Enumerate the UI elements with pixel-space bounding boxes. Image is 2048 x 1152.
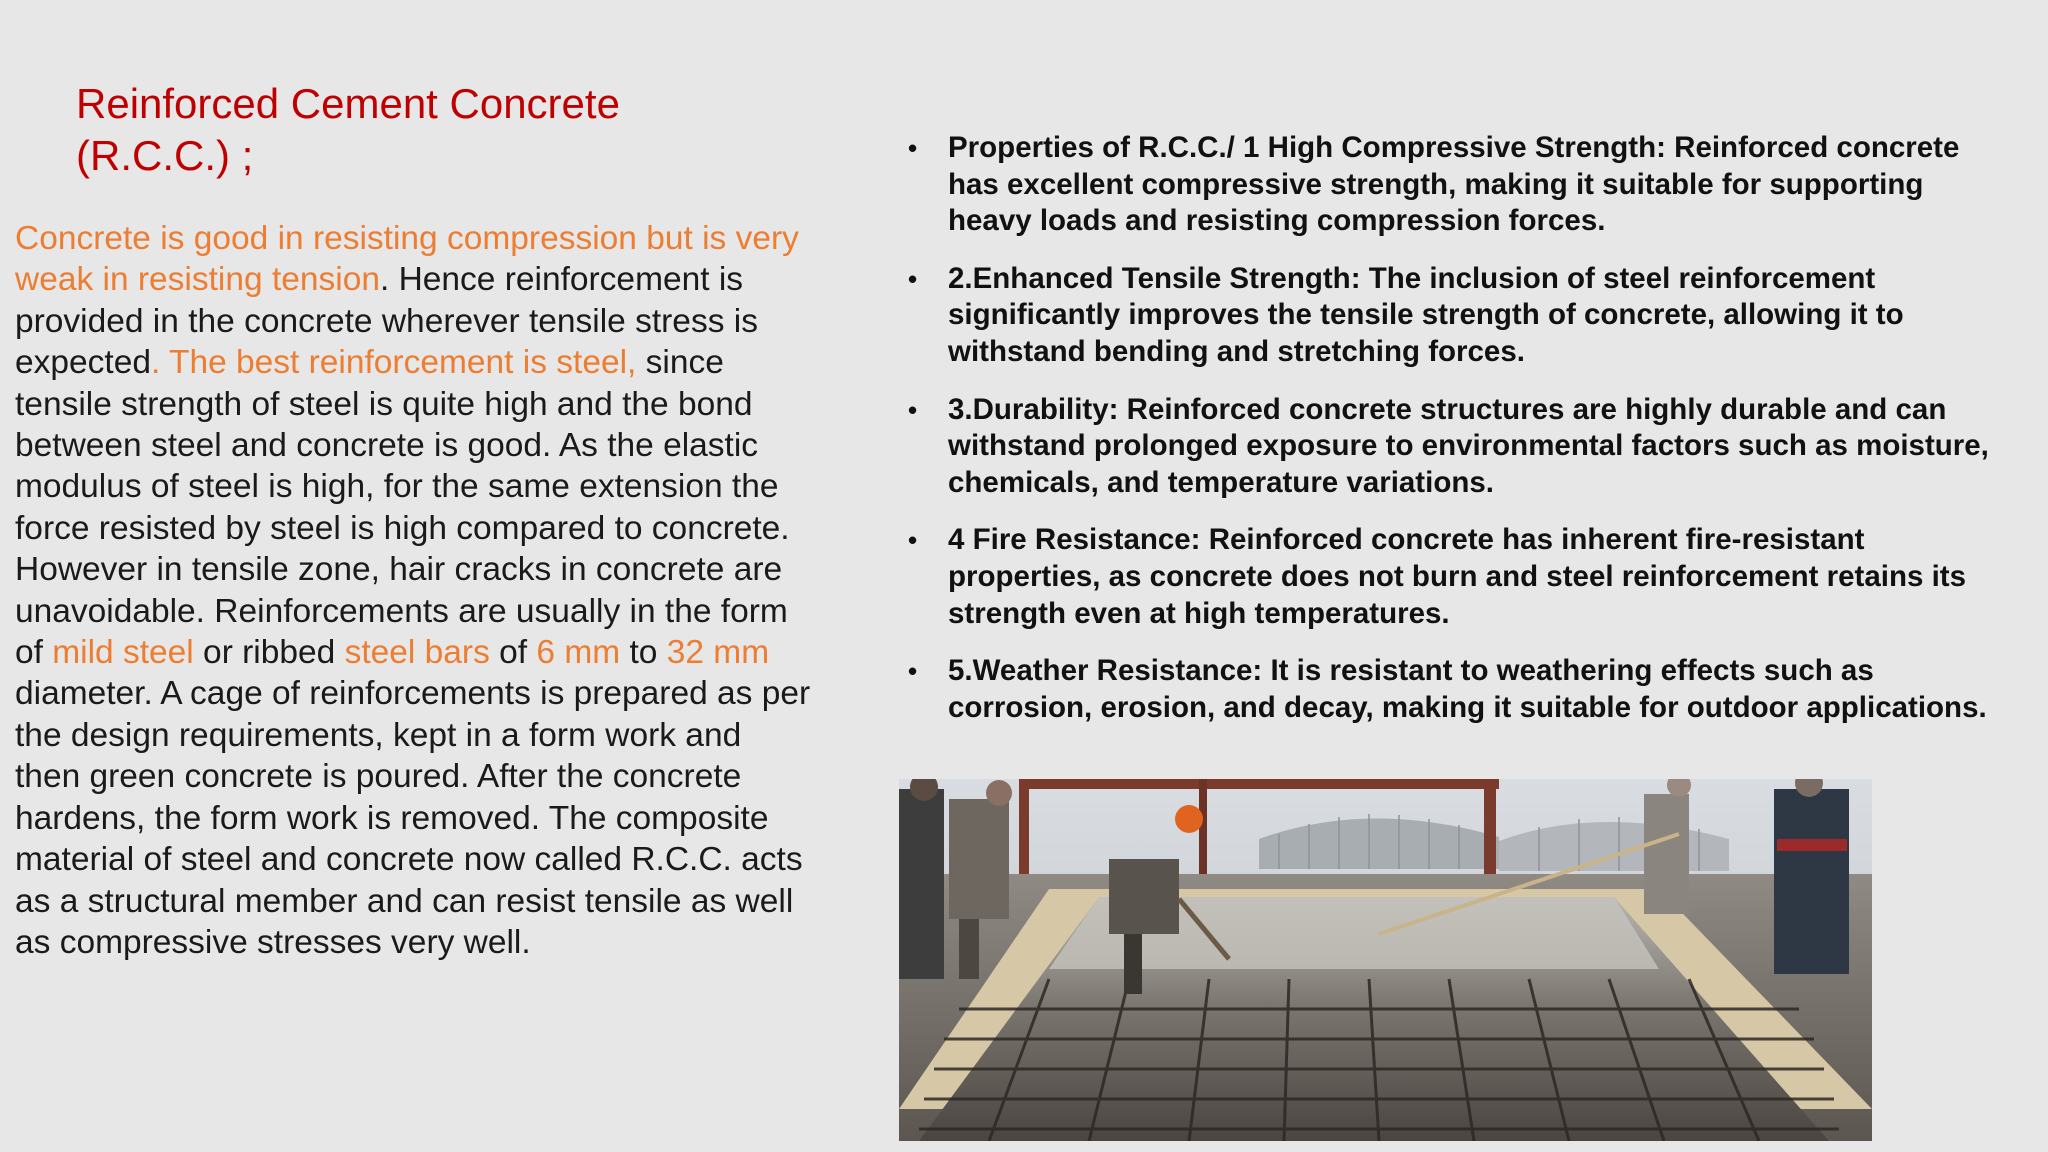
- body-segment: to: [620, 634, 667, 672]
- property-item: • 2.Enhanced Tensile Strength: The inclusion of steel reinforcement significantly improves the tensile strength of concrete, allowing it to withstand bending and stretching forces.: [904, 261, 2004, 371]
- body-segment: or ribbed: [193, 634, 345, 672]
- body-segment: of: [489, 634, 537, 672]
- body-segment: . Hence reinforcement is provided in the concrete wherever tensile stress is expected: [15, 261, 758, 382]
- body-segment: Concrete is good in resisting compression but is very weak in resisting tension: [15, 220, 799, 299]
- body-segment: 32 mm: [666, 634, 770, 672]
- property-item: • Properties of R.C.C./ 1 High Compressive Strength: Reinforced concrete has excellent compressive strength, making it suitable for supporting heavy loads and resisting compression forces.: [904, 130, 2004, 240]
- property-item: • 4 Fire Resistance: Reinforced concrete has inherent fire-resistant properties, as concrete does not burn and steel reinforcement retains its strength even at high temperatures.: [904, 522, 2004, 632]
- property-item: • 5.Weather Resistance: It is resistant to weathering effects such as corrosion, erosion, and decay, making it suitable for outdoor applications.: [904, 653, 2004, 726]
- body-segment: mild steel: [52, 634, 194, 672]
- body-segment: 6 mm: [536, 634, 621, 672]
- body-segment: . The best reinforcement is steel,: [150, 344, 637, 382]
- construction-photo: [899, 779, 1872, 1141]
- body-segment: steel bars: [344, 634, 490, 672]
- properties-list: [904, 130, 2004, 747]
- slide-title: Reinforced Cement Concrete (R.C.C.) ;: [76, 80, 620, 179]
- body-segment: since tensile strength of steel is quite high and the bond between steel and concrete is good. As the elastic modulus of steel is high, for the same extension the force resisted by steel is high compared to concrete. However in tensile zone, hair cracks in concrete are unavoidable. Reinforcements are usually in the form of: [15, 344, 790, 672]
- body-paragraph: [15, 218, 815, 963]
- property-item: • 3.Durability: Reinforced concrete structures are highly durable and can withstand prolonged exposure to environmental factors such as moisture, chemicals, and temperature variations.: [904, 392, 2004, 502]
- body-segment: diameter. A cage of reinforcements is prepared as per the design requirements, kept in a form work and then green concrete is poured. After the concrete hardens, the form work is removed. The composite material of steel and concrete now called R.C.C. acts as a structural member and can resist tensile as well as compressive stresses very well.: [15, 675, 811, 961]
